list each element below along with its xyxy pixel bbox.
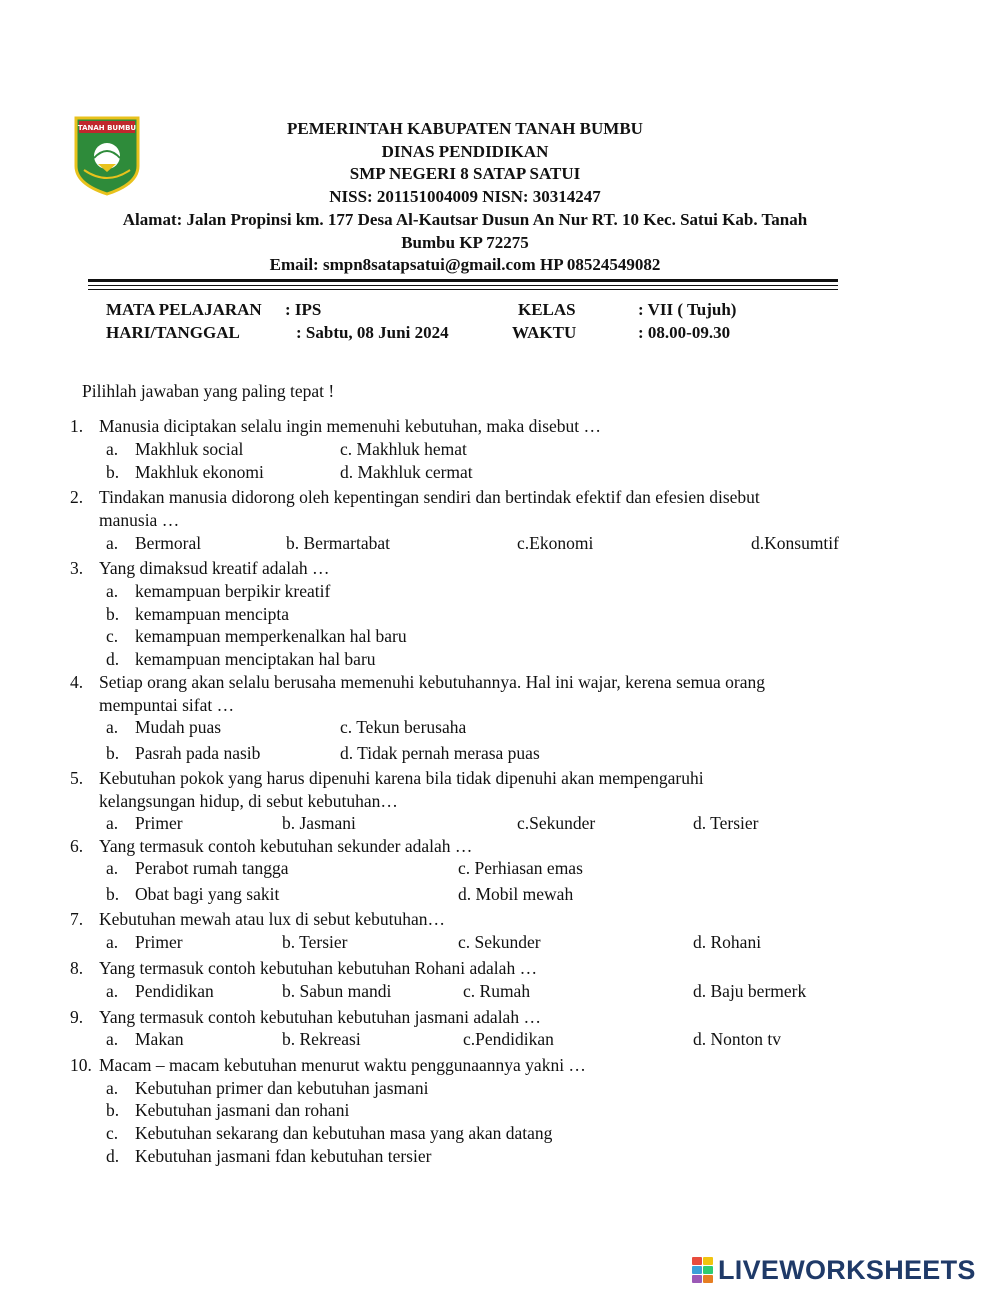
option-letter: c. <box>106 626 119 646</box>
liveworksheets-logo-icon <box>692 1257 714 1283</box>
option-text[interactable]: d. Nonton tv <box>693 1029 781 1049</box>
question-number: 4. <box>70 672 84 692</box>
question-text: Yang termasuk contoh kebutuhan sekunder adalah … <box>99 836 473 856</box>
question-number: 1. <box>70 416 84 436</box>
option-text[interactable]: Kebutuhan primer dan kebutuhan jasmani <box>135 1078 429 1098</box>
header-divider-thin-2 <box>88 289 838 290</box>
option-text[interactable]: c. Perhiasan emas <box>458 858 583 878</box>
header-address-line2: Bumbu KP 72275 <box>401 233 529 252</box>
option-text[interactable]: c.Ekonomi <box>517 533 594 553</box>
date-value: : Sabtu, 08 Juni 2024 <box>296 323 449 342</box>
option-text[interactable]: Primer <box>135 813 183 833</box>
option-text[interactable]: Kebutuhan sekarang dan kebutuhan masa yang akan datang <box>135 1123 553 1143</box>
subject-label: MATA PELAJARAN <box>106 300 262 319</box>
question-number: 10. <box>70 1055 92 1075</box>
question-text: Tindakan manusia didorong oleh kepentingan sendiri dan bertindak efektif dan efesien disebut <box>99 487 760 507</box>
header-government: PEMERINTAH KABUPATEN TANAH BUMBU <box>287 119 643 138</box>
question-text: Macam – macam kebutuhan menurut waktu penggunaannya yakni … <box>99 1055 586 1075</box>
option-text[interactable]: kemampuan berpikir kreatif <box>135 581 331 601</box>
instruction: Pilihlah jawaban yang paling tepat ! <box>82 381 335 401</box>
option-letter: a. <box>106 858 119 878</box>
option-letter: a. <box>106 1029 119 1049</box>
option-text[interactable]: d. Tidak pernah merasa puas <box>340 743 540 763</box>
option-letter: a. <box>106 533 119 553</box>
question-text: Manusia diciptakan selalu ingin memenuhi kebutuhan, maka disebut … <box>99 416 602 436</box>
header-contact: Email: smpn8satapsatui@gmail.com HP 08524549082 <box>269 255 661 274</box>
option-letter: a. <box>106 717 119 737</box>
question-number: 6. <box>70 836 84 856</box>
option-text[interactable]: kemampuan menciptakan hal baru <box>135 649 376 669</box>
option-text[interactable]: Makhluk ekonomi <box>135 462 264 482</box>
question-number: 8. <box>70 958 84 978</box>
header-divider-thick <box>88 279 838 282</box>
option-letter: b. <box>106 743 120 763</box>
brand-name: LIVEWORKSHEETS <box>718 1254 976 1285</box>
option-letter: b. <box>106 462 120 482</box>
option-text[interactable]: Pasrah pada nasib <box>135 743 261 763</box>
time-value: : 08.00-09.30 <box>638 323 731 342</box>
question-text: Yang dimaksud kreatif adalah … <box>99 558 330 578</box>
option-letter: a. <box>106 439 119 459</box>
option-letter: d. <box>106 649 120 669</box>
question-text: Setiap orang akan selalu berusaha memenuhi kebutuhannya. Hal ini wajar, kerena semua orang <box>99 672 765 692</box>
option-letter: a. <box>106 813 119 833</box>
class-label: KELAS <box>518 300 576 319</box>
header-divider-thin <box>88 285 838 286</box>
option-text[interactable]: Perabot rumah tangga <box>135 858 289 878</box>
option-text[interactable]: d.Konsumtif <box>751 533 839 553</box>
option-text[interactable]: c. Rumah <box>463 981 531 1001</box>
option-letter: d. <box>106 1146 120 1166</box>
option-text[interactable]: Kebutuhan jasmani fdan kebutuhan tersier <box>135 1146 432 1166</box>
question-number: 2. <box>70 487 84 507</box>
option-letter: a. <box>106 581 119 601</box>
class-value: : VII ( Tujuh) <box>638 300 737 319</box>
option-text[interactable]: d. Makhluk cermat <box>340 462 473 482</box>
header-department: DINAS PENDIDIKAN <box>381 142 549 161</box>
question-text: manusia … <box>99 510 180 530</box>
option-text[interactable]: b. Tersier <box>282 932 348 952</box>
option-text[interactable]: Obat bagi yang sakit <box>135 884 280 904</box>
option-text[interactable]: kemampuan memperkenalkan hal baru <box>135 626 407 646</box>
option-letter: b. <box>106 884 120 904</box>
option-letter: a. <box>106 932 119 952</box>
option-text[interactable]: Mudah puas <box>135 717 222 737</box>
option-text[interactable]: Kebutuhan jasmani dan rohani <box>135 1100 350 1120</box>
option-text[interactable]: c. Tekun berusaha <box>340 717 467 737</box>
header-address-line1: Alamat: Jalan Propinsi km. 177 Desa Al-Kautsar Dusun An Nur RT. 10 Kec. Satui Kab. Tanah <box>122 210 808 229</box>
option-text[interactable]: kemampuan mencipta <box>135 604 290 624</box>
option-letter: b. <box>106 1100 120 1120</box>
option-text[interactable]: d. Rohani <box>693 932 762 952</box>
logo-text: TANAH BUMBU <box>77 124 137 132</box>
option-text[interactable]: Makhluk social <box>135 439 244 459</box>
option-text[interactable]: Bermoral <box>135 533 202 553</box>
option-text[interactable]: b. Rekreasi <box>282 1029 361 1049</box>
question-text: Kebutuhan mewah atau lux di sebut kebutuhan… <box>99 909 446 929</box>
option-text[interactable]: Primer <box>135 932 183 952</box>
header-niss-nisn: NISS: 201151004009 NISN: 30314247 <box>329 187 601 206</box>
question-number: 3. <box>70 558 84 578</box>
option-text[interactable]: c.Sekunder <box>517 813 596 833</box>
header-school-name: SMP NEGERI 8 SATAP SATUI <box>349 164 581 183</box>
option-letter: c. <box>106 1123 119 1143</box>
option-text[interactable]: b. Jasmani <box>282 813 356 833</box>
question-number: 7. <box>70 909 84 929</box>
time-label: WAKTU <box>512 323 577 342</box>
option-text[interactable]: Makan <box>135 1029 184 1049</box>
option-letter: a. <box>106 981 119 1001</box>
option-text[interactable]: c. Sekunder <box>458 932 541 952</box>
question-text: Yang termasuk contoh kebutuhan kebutuhan jasmani adalah … <box>99 1007 541 1027</box>
question-text: mempuntai sifat … <box>99 695 235 715</box>
option-text[interactable]: d. Baju bermerk <box>693 981 807 1001</box>
question-number: 9. <box>70 1007 84 1027</box>
option-text[interactable]: b. Bermartabat <box>286 533 390 553</box>
subject-value: : IPS <box>285 300 322 319</box>
option-text[interactable]: c. Makhluk hemat <box>340 439 467 459</box>
option-text[interactable]: c.Pendidikan <box>463 1029 554 1049</box>
question-text: Kebutuhan pokok yang harus dipenuhi karena bila tidak dipenuhi akan mempengaruhi <box>99 768 704 788</box>
question-number: 5. <box>70 768 84 788</box>
option-text[interactable]: d. Mobil mewah <box>458 884 574 904</box>
option-text[interactable]: b. Sabun mandi <box>282 981 392 1001</box>
option-text[interactable]: d. Tersier <box>693 813 759 833</box>
option-letter: a. <box>106 1078 119 1098</box>
date-label: HARI/TANGGAL <box>106 323 240 342</box>
option-text[interactable]: Pendidikan <box>135 981 214 1001</box>
question-text: Yang termasuk contoh kebutuhan kebutuhan Rohani adalah … <box>99 958 538 978</box>
liveworksheets-brand[interactable] <box>692 1254 976 1286</box>
question-text: kelangsungan hidup, di sebut kebutuhan… <box>99 791 398 811</box>
option-letter: b. <box>106 604 120 624</box>
